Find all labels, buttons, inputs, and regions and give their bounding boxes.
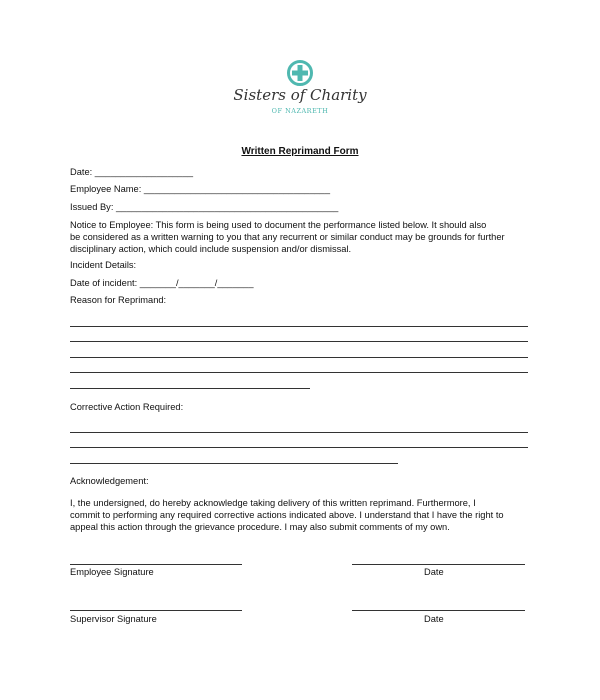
corrective-line[interactable]: [70, 447, 528, 448]
supervisor-signature-line[interactable]: [70, 610, 242, 611]
reason-line[interactable]: [70, 357, 528, 358]
ack-line: I, the undersigned, do hereby acknowledge taking delivery of this written reprimand. Furthermore, I: [70, 498, 476, 508]
ack-line: appeal this action through the grievance procedure. I may also submit comments of my own.: [70, 522, 450, 532]
issued-by-field[interactable]: Issued By: ___________________________________________: [70, 202, 339, 212]
cross-circle-icon: [230, 60, 370, 88]
employee-date-line[interactable]: [352, 564, 525, 565]
reason-line[interactable]: [70, 326, 528, 327]
corrective-line[interactable]: [70, 432, 528, 433]
employee-name-field[interactable]: Employee Name: ____________________________________: [70, 184, 331, 194]
notice-line: Notice to Employee: This form is being used to document the performance listed below. It should also: [70, 220, 487, 230]
reason-line[interactable]: [70, 388, 310, 389]
employee-signature-line[interactable]: [70, 564, 242, 565]
supervisor-date-label: Date: [424, 614, 444, 624]
supervisor-date-line[interactable]: [352, 610, 525, 611]
ack-line: commit to performing any required corrective actions indicated above. I understand that I have the right to: [70, 510, 504, 520]
logo-name: Sisters of Charity: [233, 86, 367, 104]
supervisor-signature-label: Supervisor Signature: [70, 614, 157, 624]
logo-subtitle: OF NAZARETH: [271, 107, 329, 115]
reason-label: Reason for Reprimand:: [70, 295, 167, 305]
date-field[interactable]: Date: ___________________: [70, 167, 194, 177]
logo: [230, 60, 370, 122]
notice-line: be considered as a written warning to you that any recurrent or similar conduct may be grounds for further: [70, 232, 505, 242]
acknowledgement-label: Acknowledgement:: [70, 476, 149, 486]
notice-line: disciplinary action, which could include suspension and/or dismissal.: [70, 244, 352, 254]
date-of-incident-field[interactable]: Date of incident: _______/_______/_______: [70, 278, 254, 288]
employee-signature-label: Employee Signature: [70, 567, 154, 577]
reason-line[interactable]: [70, 372, 528, 373]
corrective-line[interactable]: [70, 463, 398, 464]
incident-details-label: Incident Details:: [70, 260, 137, 270]
page-title: Written Reprimand Form: [241, 146, 359, 157]
employee-date-label: Date: [424, 567, 444, 577]
corrective-action-label: Corrective Action Required:: [70, 402, 184, 412]
reason-line[interactable]: [70, 341, 528, 342]
